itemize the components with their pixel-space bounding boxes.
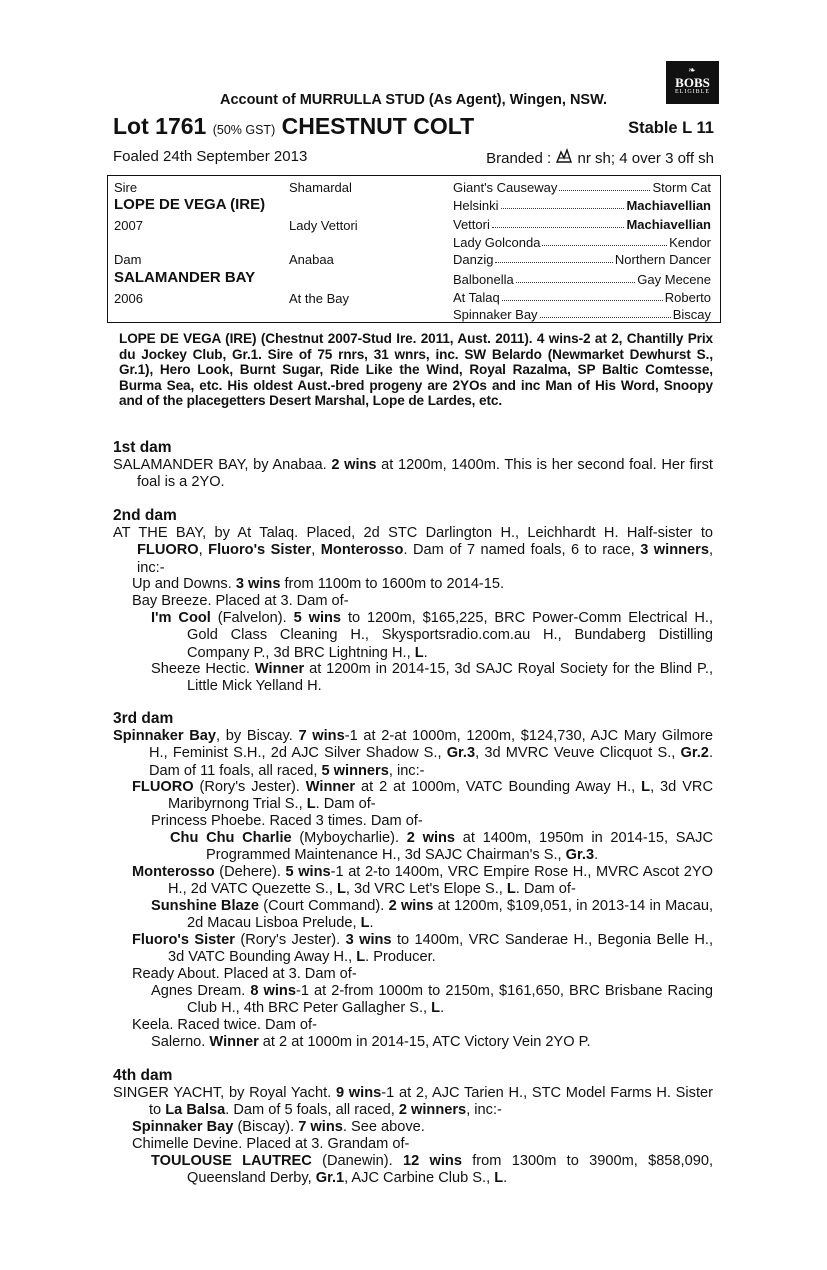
dam3-text: Spinnaker Bay, by Biscay. 7 wins-1 at 2-at 1000m, 1200m, $124,730, AJC Mary Gilmore H., Feminist S.H., 2d AJC Silver Shadow S., Gr.3, 3d MVRC Veuve Clicquot S., Gr.2. Dam of 11 foals, all raced, 5 winners, inc:- <box>113 728 713 779</box>
fsister-text: Fluoro's Sister (Rory's Jester). 3 wins to 1400m, VRC Sanderae H., Begonia Belle H., 3d VATC Bounding Away H., L. Producer. <box>132 932 714 966</box>
sunshine-text: Sunshine Blaze (Court Command). 2 wins at 1200m, $109,051, in 2013-14 in Macau, 2d Macau Lisboa Prelude, L. <box>151 898 714 932</box>
sire-sire: Shamardal <box>289 180 352 195</box>
grand-row: Danzig Northern Dancer <box>453 252 711 267</box>
spin2-text: Spinnaker Bay (Biscay). 7 wins. See above. <box>132 1119 425 1135</box>
grand-row: Balbonella Gay Mecene <box>453 272 711 287</box>
sire-year: 2007 <box>114 218 143 233</box>
dam-sire: Anabaa <box>289 252 334 267</box>
monterosso-text: Monterosso (Dehere). 5 wins-1 at 2-to 1400m, VRC Empire Rose H., MVRC Ascot 2YO H., 2d VATC Quezette S., L, 3d VRC Let's Elope S., L. Dam of- <box>132 864 714 898</box>
lot-heading <box>113 113 474 140</box>
dam4-text: SINGER YACHT, by Royal Yacht. 9 wins-1 at 2, AJC Tarien H., STC Model Farms H. Sister to La Balsa. Dam of 5 foals, all raced, 2 winners, inc:- <box>113 1085 713 1119</box>
imcool-text: I'm Cool (Falvelon). 5 wins to 1200m, $165,225, BRC Power-Comm Electrical H., Gold Class Cleaning H., Skysportsradio.com.au H., Bundaberg Distilling Company P., 3d BRC Lightning H., L. <box>151 610 714 661</box>
grand-row: At Talaq Roberto <box>453 290 711 305</box>
dam2-text: AT THE BAY, by At Talaq. Placed, 2d STC Darlington H., Leichhardt H. Half-sister to FLUORO, Fluoro's Sister, Monterosso. Dam of 7 named foals, 6 to race, 3 winners, inc:- <box>113 525 714 576</box>
logo-horse-icon: ❧ <box>688 65 697 75</box>
grand-row: Lady Golconda Kendor <box>453 235 711 250</box>
lot-number: Lot 1761 <box>113 113 207 139</box>
brand-mark-icon <box>555 148 573 162</box>
heading-2nd-dam: 2nd dam <box>113 507 177 524</box>
princess-text: Princess Phoebe. Raced 3 times. Dam of- <box>151 813 423 829</box>
dam-name: SALAMANDER BAY <box>114 269 256 286</box>
grand-row: Helsinki Machiavellian <box>453 198 711 213</box>
dam-label: Dam <box>114 252 142 267</box>
updowns-text: Up and Downs. 3 wins from 1100m to 1600m to 2014-15. <box>132 576 505 592</box>
vendor-account: Account of MURRULLA STUD (As Agent), Wingen, NSW. <box>219 92 608 108</box>
chuchu-text: Chu Chu Charlie (Myboycharlie). 2 wins at 1400m, 1950m in 2014-15, SAJC Programmed Maintenance H., 3d SAJC Chairman's S., Gr.3. <box>170 830 714 864</box>
stable-location: Stable L 11 <box>628 119 714 137</box>
agnes-text: Agnes Dream. 8 wins-1 at 2-from 1000m to 2150m, $161,650, BRC Brisbane Racing Club H., 4th BRC Peter Gallagher S., L. <box>151 983 713 1017</box>
pedigree-table <box>107 175 721 323</box>
sire-name: LOPE DE VEGA (IRE) <box>114 196 266 213</box>
chimelle-text: Chimelle Devine. Placed at 3. Grandam of- <box>132 1136 410 1152</box>
sire-dam: Lady Vettori <box>289 218 358 233</box>
baybreeze-text: Bay Breeze. Placed at 3. Dam of- <box>132 593 349 609</box>
heading-3rd-dam: 3rd dam <box>113 710 174 727</box>
heading-1st-dam: 1st dam <box>113 439 172 456</box>
lot-title: CHESTNUT COLT <box>281 113 475 139</box>
sheeze-text: Sheeze Hectic. Winner at 1200m in 2014-15, 3d SAJC Royal Society for the Blind P., Little Mick Yelland H. <box>151 661 713 695</box>
salerno-text: Salerno. Winner at 2 at 1000m in 2014-15, ATC Victory Vein 2YO P. <box>151 1034 591 1050</box>
grand-row: Vettori Machiavellian <box>453 217 711 232</box>
fluoro-text: FLUORO (Rory's Jester). Winner at 2 at 1000m, VATC Bounding Away H., L, 3d VRC Maribyrnong Trial S., L. Dam of- <box>132 779 714 813</box>
grand-row: Giant's Causeway Storm Cat <box>453 180 711 195</box>
bobs-eligible-logo: ❧ BOBS ELIGIBLE <box>666 61 719 104</box>
ready-text: Ready About. Placed at 3. Dam of- <box>132 966 357 982</box>
dam1-text: SALAMANDER BAY, by Anabaa. 2 wins at 1200m, 1400m. This is her second foal. Her first foal is a 2YO. <box>113 457 713 491</box>
foaled-date: Foaled 24th September 2013 <box>113 148 308 165</box>
branded-info: Branded : nr sh; 4 over 3 off sh <box>486 150 714 167</box>
sire-summary: LOPE DE VEGA (IRE) (Chestnut 2007-Stud Ire. 2011, Aust. 2011). 4 wins-2 at 2, Chantilly Prix du Jockey Club, Gr.1. Sire of 75 rnrs, 31 wnrs, inc. SW Belardo (Newmarket Dewhurst S., Gr.1), Hero Look, Burnt Sugar, Ride Like the Wind, Royal Razalma, SP Baltic Comtesse, Burma Sea, etc. His oldest Aust.-bred progeny are 2YOs and inc Man of His Word, Snoopy and of the placegetters Desert Marshal, Lope de Lardes, etc. <box>119 331 713 409</box>
dam-year: 2006 <box>114 291 143 306</box>
grand-row: Spinnaker Bay Biscay <box>453 307 711 322</box>
dam-dam: At the Bay <box>289 291 349 306</box>
heading-4th-dam: 4th dam <box>113 1067 173 1084</box>
sire-label: Sire <box>114 180 138 195</box>
keela-text: Keela. Raced twice. Dam of- <box>132 1017 317 1033</box>
gst-note: (50% GST) <box>212 123 276 137</box>
toulouse-text: TOULOUSE LAUTREC (Danewin). 12 wins from 1300m to 3900m, $858,090, Queensland Derby, Gr.1, AJC Carbine Club S., L. <box>151 1153 713 1187</box>
